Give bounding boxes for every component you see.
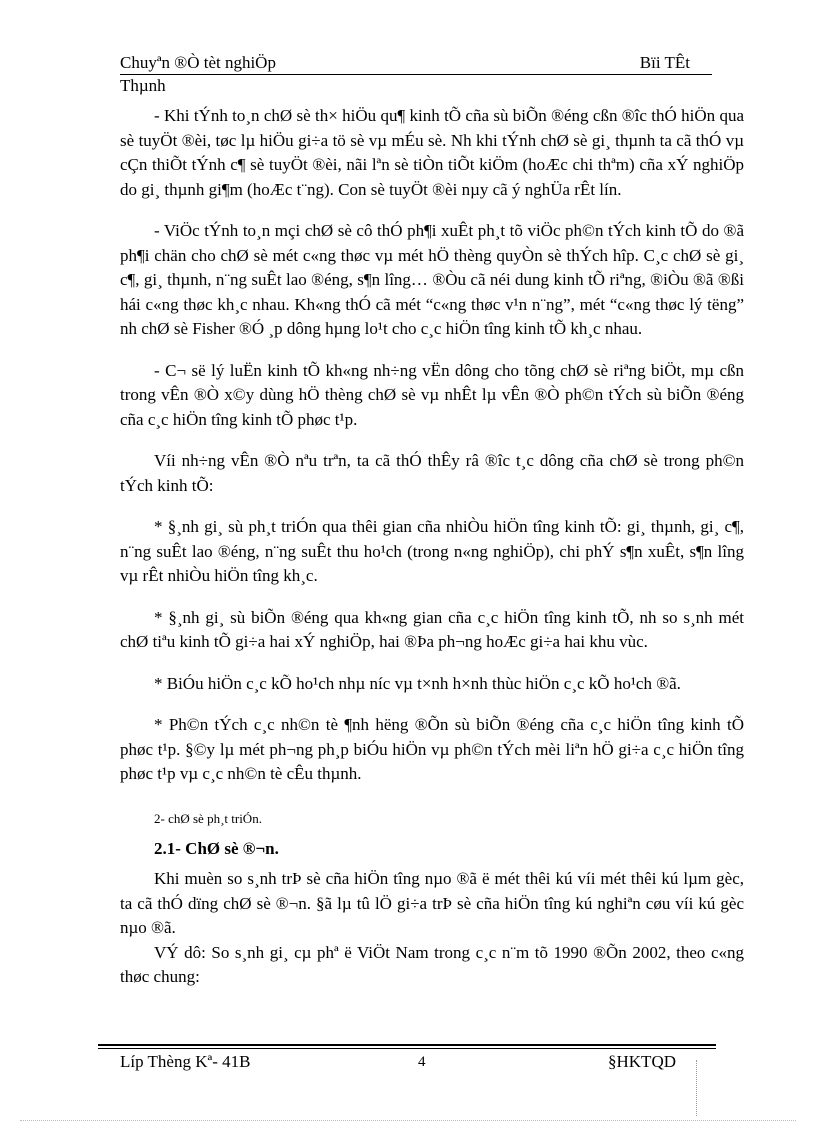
footer-university: §HKTQD	[608, 1052, 676, 1071]
header-author-continuation: Thµnh	[120, 76, 166, 95]
header-author: Bïi TÊt	[639, 53, 690, 72]
bullet-paragraph-2: * §¸nh gi¸ sù biÕn ®éng qua kh«ng gian cña c¸c hiÖn tîng kinh tÕ, nh so s¸nh mét chØ tiªu kinh tÕ gi÷a hai xÝ nghiÖp, hai ®Þa ph¬ng hoÆc gi÷a hai khu vùc.	[120, 607, 744, 651]
document-body	[120, 104, 744, 990]
footer-rule-thin	[98, 1048, 716, 1049]
paragraph-2: - ViÖc tÝnh to¸n mçi chØ sè cô thÓ ph¶i xuÊt ph¸t tõ viÖc ph©n tÝch kinh tÕ do ®ã ph¶i chän cho chØ sè mét c«ng thøc vµ mét hÖ thèng quyÒn sè thÝch hîp. C¸c chØ sè gi¸ c¶, gi¸ thµnh, n¨ng suÊt lao ®éng, s¶n lîng… ®Òu cã néi dung kinh tÕ riªng, ®iÒu ®ã ®ßi hái c«ng thøc kh¸c nhau. Kh«ng thÓ cã mét “c«ng thøc v¹n n¨ng”, mét “c«ng thøc lý tëng” nh chØ sè Fisher ®Ó ¸p dông hµng lo¹t cho c¸c hiÖn tîng kinh tÕ kh¸c nhau.	[120, 221, 744, 338]
footer-page-number: 4	[418, 1054, 426, 1070]
paragraph-1: - Khi tÝnh to¸n chØ sè th× hiÖu qu¶ kinh tÕ cña sù biÕn ®éng cßn ®îc thÓ hiÖn qua sè tuyÖt ®èi, tøc lµ hiÖu gi÷a tö sè vµ mÉu sè. Nh khi tÝnh chØ sè gi¸ thµnh ta cã thÓ vµ cÇn thiÕt tÝnh c¶ sè tuyÖt ®èi, nãi lªn sè tiÒn tiÕt kiÖm (hoÆc chi thªm) cña xÝ nghiÖp do gi¸ thµnh gi¶m (hoÆc t¨ng). Con sè tuyÖt ®èi nµy cã ý nghÜa rÊt lín.	[120, 106, 744, 199]
paragraph-5: Khi muèn so s¸nh trÞ sè cña hiÖn tîng nµo ®ã ë mét thêi kú víi mét thêi kú lµm gèc, ta cã thÓ dïng chØ sè ®¬n. §ã lµ tû lÖ gi÷a trÞ sè cña hiÖn tîng kú nghiªn cøu víi kú gèc nµo ®ã.	[120, 869, 744, 937]
page-bottom-border	[20, 1120, 796, 1121]
footer-rule-thick	[98, 1044, 716, 1046]
header-title: Chuyªn ®Ò tèt nghiÖp	[120, 53, 276, 72]
paragraph-4: Víi nh÷ng vÊn ®Ò nªu trªn, ta cã thÓ thÊy râ ®îc t¸c dông cña chØ sè trong ph©n tÝch kinh tÕ:	[120, 451, 744, 495]
bullet-paragraph-1: * §¸nh gi¸ sù ph¸t triÓn qua thêi gian cña nhiÒu hiÖn tîng kinh tÕ: gi¸ thµnh, gi¸ c¶, n¨ng suÊt lao ®éng, n¨ng suÊt thu ho¹ch (trong n«ng nghiÖp), chi phÝ s¶n xuÊt, s¶n lîng vµ rÊt nhiÒu hiÖn tîng kh¸c.	[120, 517, 744, 585]
section-heading: 2- chØ sè ph¸t triÓn.	[154, 810, 262, 826]
paragraph-6: VÝ dô: So s¸nh gi¸ cµ phª ë ViÖt Nam trong c¸c n¨m tõ 1990 ®Õn 2002, theo c«ng thøc chung:	[120, 942, 744, 986]
bullet-paragraph-4: * Ph©n tÝch c¸c nh©n tè ¶nh hëng ®Õn sù biÕn ®éng cña c¸c hiÖn tîng kinh tÕ phøc t¹p. §©y lµ mét ph¬ng ph¸p biÓu hiÖn vµ ph©n tÝch mèi liªn hÖ gi÷a c¸c hiÖn tîng phøc t¹p vµ c¸c nh©n tè cÊu thµnh.	[120, 715, 744, 783]
subsection-heading: 2.1- ChØ sè ®¬n.	[154, 838, 279, 858]
bullet-paragraph-3: * BiÓu hiÖn c¸c kÕ ho¹ch nhµ níc vµ t×nh h×nh thùc hiÖn c¸c kÕ ho¹ch ®ã.	[154, 673, 681, 693]
footer-class: Líp Thèng Kª- 41B	[120, 1052, 251, 1071]
paragraph-3: - C¬ së lý luËn kinh tÕ kh«ng nh÷ng vËn dông cho tõng chØ sè riªng biÖt, mµ cßn trong vÊn ®Ò x©y dùng hÖ thèng chØ sè vµ nhÊt lµ vÊn ®Ò ph©n tÝch sù biÕn ®éng cña c¸c hiÖn tîng kinh tÕ phøc t¹p.	[120, 360, 744, 429]
page-corner-mark	[696, 1060, 697, 1116]
header-rule	[120, 74, 712, 75]
